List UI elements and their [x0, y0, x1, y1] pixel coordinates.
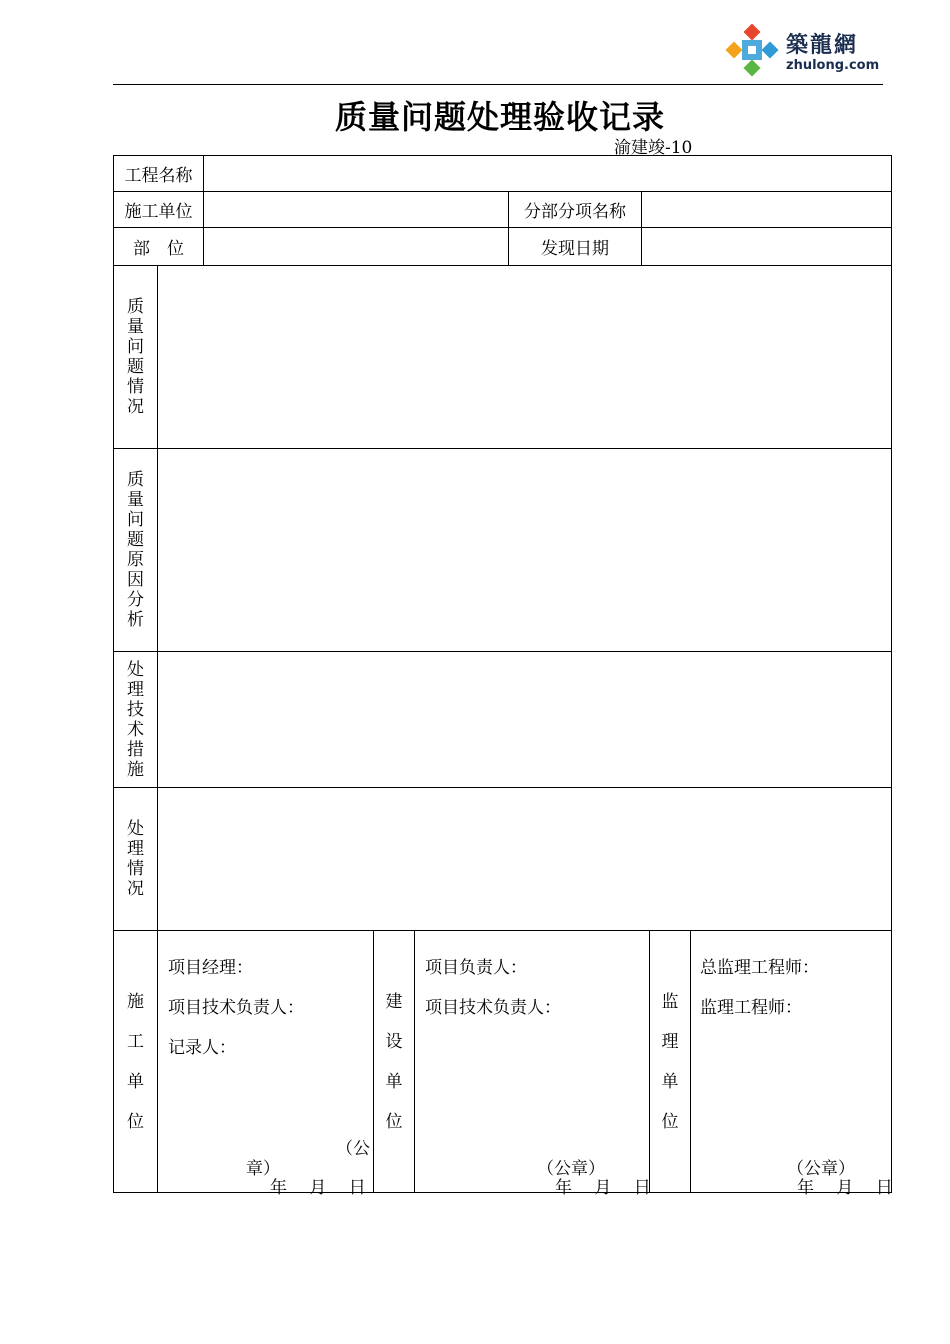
owner-lead-line: 项目负责人： [425, 958, 527, 978]
discovery-date-field[interactable] [641, 227, 892, 266]
contractor-seal-close: 章） [246, 1159, 280, 1179]
supervisor-signoff[interactable] [690, 930, 893, 1198]
owner-tech-lead-line: 项目技术负责人： [425, 998, 561, 1018]
owner-label-text: 建设单位 [385, 991, 403, 1132]
logo-brand: 築龍網 [786, 33, 859, 58]
contractor-label-text: 施工单位 [127, 991, 144, 1132]
owner-signoff[interactable] [414, 930, 651, 1198]
project-name-label: 工程名称 [113, 155, 204, 192]
contractor-signoff[interactable] [157, 930, 374, 1198]
sub-item-name-label: 分部分项名称 [508, 191, 642, 228]
logo-domain: zhulong.com [786, 58, 880, 73]
supervisor-date: 年 月 日 [797, 1178, 893, 1198]
zhulong-logo [724, 24, 884, 80]
sub-item-name-field[interactable] [641, 191, 892, 228]
situation-label-text: 质量问题情况 [127, 297, 144, 417]
location-label: 部 位 [113, 227, 204, 266]
form-code: 渝建竣-10 [614, 138, 693, 158]
situation-field[interactable] [157, 265, 892, 449]
handling-label [113, 787, 158, 931]
cause-label [113, 448, 158, 652]
supervisor-label-text: 监理单位 [661, 991, 679, 1132]
supervisor-engineer-line: 监理工程师： [700, 998, 802, 1018]
page-title: 质量问题处理验收记录 [334, 98, 665, 136]
owner-date: 年 月 日 [555, 1178, 651, 1198]
cause-field[interactable] [157, 448, 892, 652]
contractor-date: 年 月 日 [270, 1178, 366, 1198]
project-name-field[interactable] [203, 155, 892, 192]
header-rule [113, 84, 883, 85]
owner-label [373, 930, 415, 1193]
contractor-recorder-line: 记录人： [168, 1038, 236, 1058]
handling-field[interactable] [157, 787, 892, 931]
discovery-date-label: 发现日期 [508, 227, 642, 266]
cause-label-text: 质量问题原因分析 [127, 470, 144, 630]
handling-label-text: 处理情况 [127, 819, 144, 899]
supervisor-seal: （公章） [787, 1159, 855, 1179]
contractor-manager-line: 项目经理： [168, 958, 253, 978]
contractor-seal-open: （公 [336, 1139, 370, 1159]
supervisor-label [649, 930, 691, 1193]
owner-seal: （公章） [537, 1159, 605, 1179]
measures-field[interactable] [157, 651, 892, 788]
chief-supervisor-line: 总监理工程师： [700, 958, 819, 978]
contractor-tech-lead-line: 项目技术负责人： [168, 998, 304, 1018]
logo-mark-icon [724, 24, 782, 80]
location-field[interactable] [203, 227, 509, 266]
construction-unit-label: 施工单位 [113, 191, 204, 228]
measures-label [113, 651, 158, 788]
situation-label [113, 265, 158, 449]
construction-unit-field[interactable] [203, 191, 509, 228]
measures-label-text: 处理技术措施 [127, 659, 144, 780]
contractor-label [113, 930, 158, 1193]
